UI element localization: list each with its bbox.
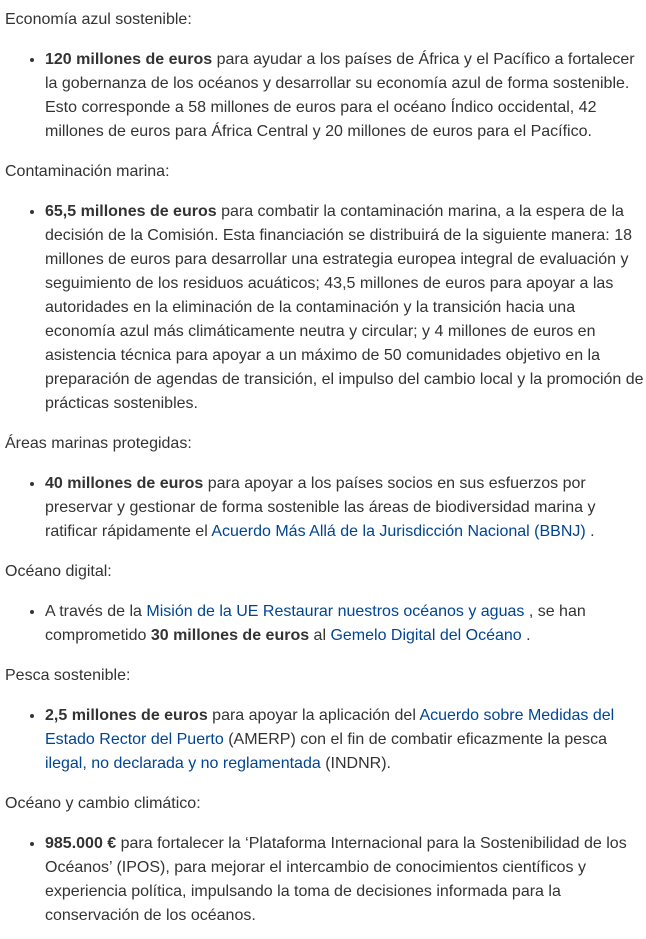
digital-twin-ocean-link[interactable]: Gemelo Digital del Océano [330, 627, 522, 644]
section-heading-blue-economy: Economía azul sostenible: [5, 11, 192, 28]
funding-amount: 120 millones de euros [45, 51, 213, 68]
item-text-end: . [585, 523, 595, 540]
eu-mission-link[interactable]: Misión de la UE Restaurar nuestros océanos y aguas [146, 603, 525, 620]
funding-amount: 65,5 millones de euros [45, 203, 217, 220]
bbnj-agreement-link[interactable]: Acuerdo Más Allá de la Jurisdicción Nacional (BBNJ) [211, 523, 586, 540]
item-text: A través de la [45, 603, 147, 620]
section-heading-marine-pollution: Contaminación marina: [5, 163, 170, 180]
item-text: para apoyar a los países socios en sus esfuerzos por preservar y gestionar de forma sostenible las áreas de biodiversidad marina y ratificar rápidamente el [45, 475, 596, 540]
item-text: para ayudar a los países de África y el Pacífico a fortalecer la gobernanza de los océanos y desarrollar su economía azul de forma sostenible. Esto corresponde a 58 millones de euros para el océano Índico occidental, 42 millones de euros para África Central y 20 millones de euros para el Pacífico. [45, 51, 635, 140]
list-item [45, 200, 646, 416]
section-heading-ocean-climate: Océano y cambio climático: [5, 795, 201, 812]
item-text-end: (INDNR). [320, 755, 391, 772]
list-item [45, 832, 646, 928]
digital-ocean-list [5, 600, 646, 648]
item-text-end: . [521, 627, 531, 644]
item-text: al [309, 627, 331, 644]
section-heading-sustainable-fishing: Pesca sostenible: [5, 667, 131, 684]
funding-amount: 30 millones de euros [150, 627, 310, 644]
sustainable-fishing-list [5, 704, 646, 776]
protected-areas-list [5, 472, 646, 544]
list-item [45, 704, 646, 776]
list-item [45, 472, 646, 544]
section-heading-digital-ocean: Océano digital: [5, 563, 112, 580]
funding-amount: 985.000 € [45, 835, 117, 852]
item-text: para fortalecer la ‘Plataforma Internacional para la Sostenibilidad de los Océanos’ (IPOS), para mejorar el intercambio de conocimientos científicos y experiencia política, impulsando la toma de decisiones informada para la conservación de los océanos. [45, 835, 627, 924]
list-item [45, 600, 646, 648]
item-text: (AMERP) con el fin de combatir eficazmente la pesca [223, 731, 608, 748]
item-text: para combatir la contaminación marina, a la espera de la decisión de la Comisión. Esta financiación se distribuirá de la siguiente manera: 18 millones de euros para desarrollar una estrategia europea integral de evaluación y seguimiento de los residuos acuáticos; 43,5 millones de euros para apoyar a las autoridades en la eliminación de la contaminación y la transición hacia una economía azul más climáticamente neutra y circular; y 4 millones de euros en asistencia técnica para apoyar a un máximo de 50 comunidades objetivo en la preparación de agendas de transición, el impulso del cambio local y la promoción de prácticas sostenibles. [45, 203, 644, 412]
marine-pollution-list [5, 200, 646, 416]
section-heading-protected-areas: Áreas marinas protegidas: [5, 435, 192, 452]
ocean-climate-list [5, 832, 646, 928]
item-text: para apoyar la aplicación del [207, 707, 420, 724]
blue-economy-list [5, 48, 646, 144]
psma-agreement-link[interactable]: Acuerdo sobre Medidas del Estado Rector del Puerto [45, 707, 615, 748]
funding-amount: 40 millones de euros [45, 475, 204, 492]
item-text: , se han comprometido [45, 603, 586, 644]
funding-amount: 2,5 millones de euros [45, 707, 208, 724]
list-item [45, 48, 646, 144]
iuu-fishing-link[interactable]: ilegal, no declarada y no reglamentada [45, 755, 321, 772]
